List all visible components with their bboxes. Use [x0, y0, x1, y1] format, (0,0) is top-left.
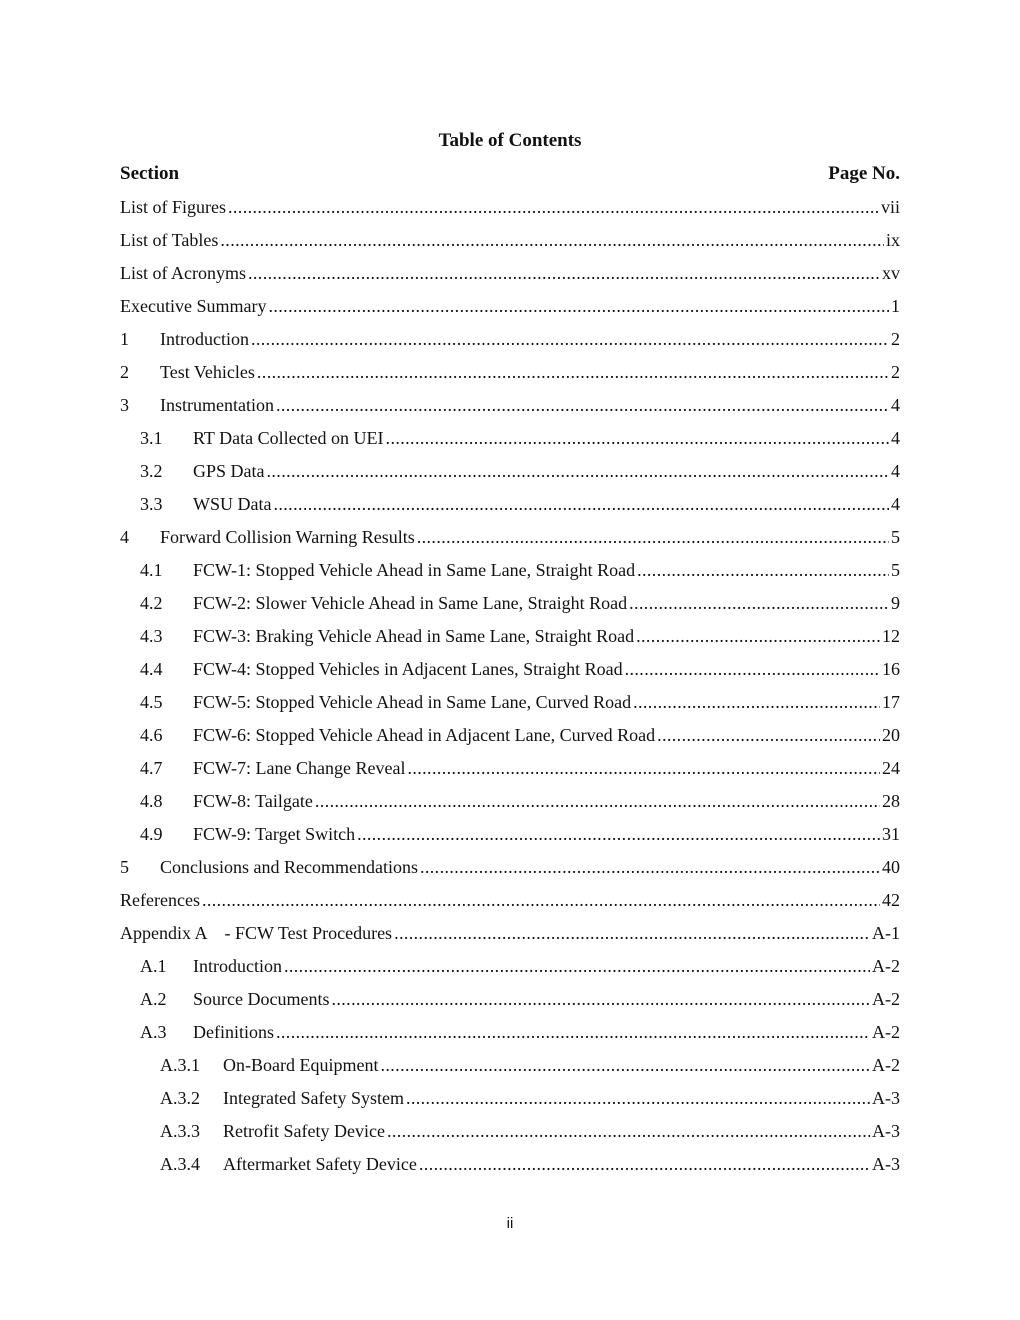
toc-entry-page: A-2 — [872, 1055, 900, 1075]
toc-entry-title: Introduction — [160, 329, 249, 349]
dot-leader — [267, 458, 890, 484]
toc-entry[interactable] — [120, 1052, 900, 1085]
toc-entry-title: On-Board Equipment — [223, 1055, 379, 1075]
toc-entry-page: xv — [882, 263, 900, 283]
toc-entry[interactable] — [120, 293, 900, 326]
toc-entry[interactable] — [120, 227, 900, 260]
dot-leader — [268, 293, 889, 319]
toc-entry-title: FCW-5: Stopped Vehicle Ahead in Same Lane, Curved Road — [193, 692, 632, 712]
toc-entry-page: 17 — [882, 692, 900, 712]
toc-entry-page: A-2 — [872, 1022, 900, 1042]
dot-leader — [407, 755, 880, 781]
dot-leader — [417, 524, 889, 550]
toc-entry-number: A.3 — [140, 1022, 167, 1042]
dot-leader — [315, 788, 880, 814]
toc-entry-number: 5 — [120, 857, 129, 877]
toc-entry-page: 9 — [891, 593, 900, 613]
section-column-label: Section — [120, 163, 180, 184]
toc-entry-title: FCW-4: Stopped Vehicles in Adjacent Lanes, Straight Road — [193, 659, 623, 679]
dot-leader — [657, 722, 880, 748]
dot-leader — [380, 1052, 870, 1078]
dot-leader — [276, 1019, 870, 1045]
toc-entry-number: 3.1 — [140, 428, 163, 448]
toc-entry[interactable] — [120, 821, 900, 854]
toc-entry[interactable] — [120, 986, 900, 1019]
toc-entry[interactable] — [120, 524, 900, 557]
dot-leader — [633, 689, 880, 715]
toc-entry-number: 4.7 — [140, 758, 163, 778]
page-column-label: Page No. — [828, 163, 900, 184]
toc-entry-title: WSU Data — [193, 494, 272, 514]
toc-entry-number: A.2 — [140, 989, 167, 1009]
toc-entry-title: Appendix A - FCW Test Procedures — [120, 923, 393, 943]
toc-entry-page: 5 — [891, 560, 900, 580]
toc-entry[interactable] — [120, 656, 900, 689]
dot-leader — [420, 854, 880, 880]
toc-entry-page: 40 — [882, 857, 900, 877]
toc-entry-title: Test Vehicles — [160, 362, 255, 382]
dot-leader — [251, 326, 889, 352]
toc-entry[interactable] — [120, 590, 900, 623]
toc-entry-title: Forward Collision Warning Results — [160, 527, 415, 547]
dot-leader — [331, 986, 870, 1012]
toc-entry-number: A.1 — [140, 956, 167, 976]
toc-entry-title: FCW-3: Braking Vehicle Ahead in Same Lane, Straight Road — [193, 626, 635, 646]
toc-entry-page: 4 — [891, 428, 900, 448]
toc-entry[interactable] — [120, 920, 900, 953]
dot-leader — [419, 1151, 870, 1177]
toc-entry-title: Introduction — [193, 956, 282, 976]
toc-entry-title: References — [120, 890, 200, 910]
toc-entry[interactable] — [120, 887, 900, 920]
toc-entry-title: Conclusions and Recommendations — [160, 857, 418, 877]
toc-entry-page: A-3 — [872, 1154, 900, 1174]
toc-entry-page: 16 — [882, 659, 900, 679]
dot-leader — [257, 359, 889, 385]
toc-entry-page: A-2 — [872, 989, 900, 1009]
dot-leader — [202, 887, 880, 913]
toc-entry-number: 3.3 — [140, 494, 163, 514]
toc-entry-page: A-3 — [872, 1088, 900, 1108]
toc-entry[interactable] — [120, 689, 900, 722]
toc-entry-title: FCW-8: Tailgate — [193, 791, 313, 811]
dot-leader — [284, 953, 870, 979]
toc-entry-title: List of Figures — [120, 197, 226, 217]
toc-entry[interactable] — [120, 458, 900, 491]
toc-entry-page: 28 — [882, 791, 900, 811]
toc-entry-page: 4 — [891, 395, 900, 415]
toc-entry-number: A.3.4 — [160, 1154, 200, 1174]
toc-entry-title: Executive Summary — [120, 296, 267, 316]
toc-entry-page: 31 — [882, 824, 900, 844]
toc-entry-page: 2 — [891, 329, 900, 349]
toc-entry-title: Definitions — [193, 1022, 274, 1042]
toc-entry-number: A.3.3 — [160, 1121, 200, 1141]
toc-entry-number: 4.1 — [140, 560, 163, 580]
dot-leader — [220, 227, 884, 253]
toc-entry-title: List of Tables — [120, 230, 219, 250]
dot-leader — [273, 491, 889, 517]
toc-entry-page: 2 — [891, 362, 900, 382]
toc-entry-title: FCW-1: Stopped Vehicle Ahead in Same Lane, Straight Road — [193, 560, 636, 580]
toc-entry-title: Retrofit Safety Device — [223, 1121, 385, 1141]
toc-entry-number: 4.2 — [140, 593, 163, 613]
toc-entry[interactable] — [120, 1019, 900, 1052]
toc-entry[interactable] — [120, 1118, 900, 1151]
toc-entry-number: 3 — [120, 395, 129, 415]
toc-column-header — [120, 161, 900, 187]
toc-entry-number: 2 — [120, 362, 129, 382]
toc-entry-number: 4.4 — [140, 659, 163, 679]
dot-leader — [276, 392, 889, 418]
toc-entry-number: A.3.1 — [160, 1055, 200, 1075]
toc-entry[interactable] — [120, 392, 900, 425]
toc-entry[interactable] — [120, 326, 900, 359]
dot-leader — [357, 821, 880, 847]
toc-entry-page: 42 — [882, 890, 900, 910]
toc-entry-page: 4 — [891, 461, 900, 481]
toc-entry[interactable] — [120, 1085, 900, 1118]
toc-entry-number: 4.6 — [140, 725, 163, 745]
toc-entry-page: A-3 — [872, 1121, 900, 1141]
toc-entry-page: A-2 — [872, 956, 900, 976]
toc-entry-page: 4 — [891, 494, 900, 514]
toc-entry[interactable] — [120, 194, 900, 227]
toc-entry[interactable] — [120, 359, 900, 392]
toc-entry-page: A-1 — [872, 923, 900, 943]
dot-leader — [625, 656, 880, 682]
toc-title: Table of Contents — [438, 130, 582, 151]
toc-entry-number: A.3.2 — [160, 1088, 200, 1108]
toc-entry[interactable] — [120, 491, 900, 524]
toc-entry-title: FCW-7: Lane Change Reveal — [193, 758, 406, 778]
toc-entry-number: 4.5 — [140, 692, 163, 712]
toc-entry-number: 4.8 — [140, 791, 163, 811]
dot-leader — [387, 1118, 870, 1144]
toc-entry-number: 4 — [120, 527, 129, 547]
toc-entry-page: ix — [885, 230, 900, 250]
toc-entry-number: 1 — [120, 329, 129, 349]
toc-entry-page: 5 — [891, 527, 900, 547]
toc-entry[interactable] — [120, 260, 900, 293]
toc-entry-title: FCW-6: Stopped Vehicle Ahead in Adjacent Lane, Curved Road — [193, 725, 656, 745]
toc-entry-title: Integrated Safety System — [223, 1088, 404, 1108]
toc-entry-number: 4.3 — [140, 626, 163, 646]
toc-entry-title: List of Acronyms — [120, 263, 246, 283]
toc-entry-title: Source Documents — [193, 989, 330, 1009]
toc-entry[interactable] — [120, 854, 900, 887]
toc-entry-title: GPS Data — [193, 461, 265, 481]
toc-entry-number: 4.9 — [140, 824, 163, 844]
toc-entry-title: Aftermarket Safety Device — [223, 1154, 417, 1174]
toc-entry[interactable] — [120, 755, 900, 788]
toc-entry[interactable] — [120, 425, 900, 458]
toc-entry-page: 12 — [882, 626, 900, 646]
dot-leader — [636, 623, 880, 649]
toc-entry-page: 1 — [891, 296, 900, 316]
toc-entry-title: RT Data Collected on UEI — [193, 428, 384, 448]
toc-entry-page: 20 — [882, 725, 900, 745]
toc-entry[interactable] — [120, 953, 900, 986]
toc-entry-title: Instrumentation — [160, 395, 274, 415]
toc-entry-title: FCW-2: Slower Vehicle Ahead in Same Lane, Straight Road — [193, 593, 628, 613]
toc-entry-list — [120, 194, 900, 1184]
toc-entry[interactable] — [120, 557, 900, 590]
toc-entry-page: vii — [880, 197, 900, 217]
page-number: ii — [506, 1215, 514, 1232]
toc-entry[interactable] — [120, 788, 900, 821]
toc-entry-title: FCW-9: Target Switch — [193, 824, 356, 844]
dot-leader — [394, 920, 870, 946]
toc-entry-page: 24 — [882, 758, 900, 778]
dot-leader — [248, 260, 880, 286]
toc-entry[interactable] — [120, 722, 900, 755]
dot-leader — [637, 557, 889, 583]
toc-entry-number: 3.2 — [140, 461, 163, 481]
dot-leader — [386, 425, 889, 451]
dot-leader — [406, 1085, 870, 1111]
dot-leader — [629, 590, 889, 616]
toc-entry[interactable] — [120, 623, 900, 656]
dot-leader — [228, 194, 879, 220]
toc-entry[interactable] — [120, 1151, 900, 1184]
